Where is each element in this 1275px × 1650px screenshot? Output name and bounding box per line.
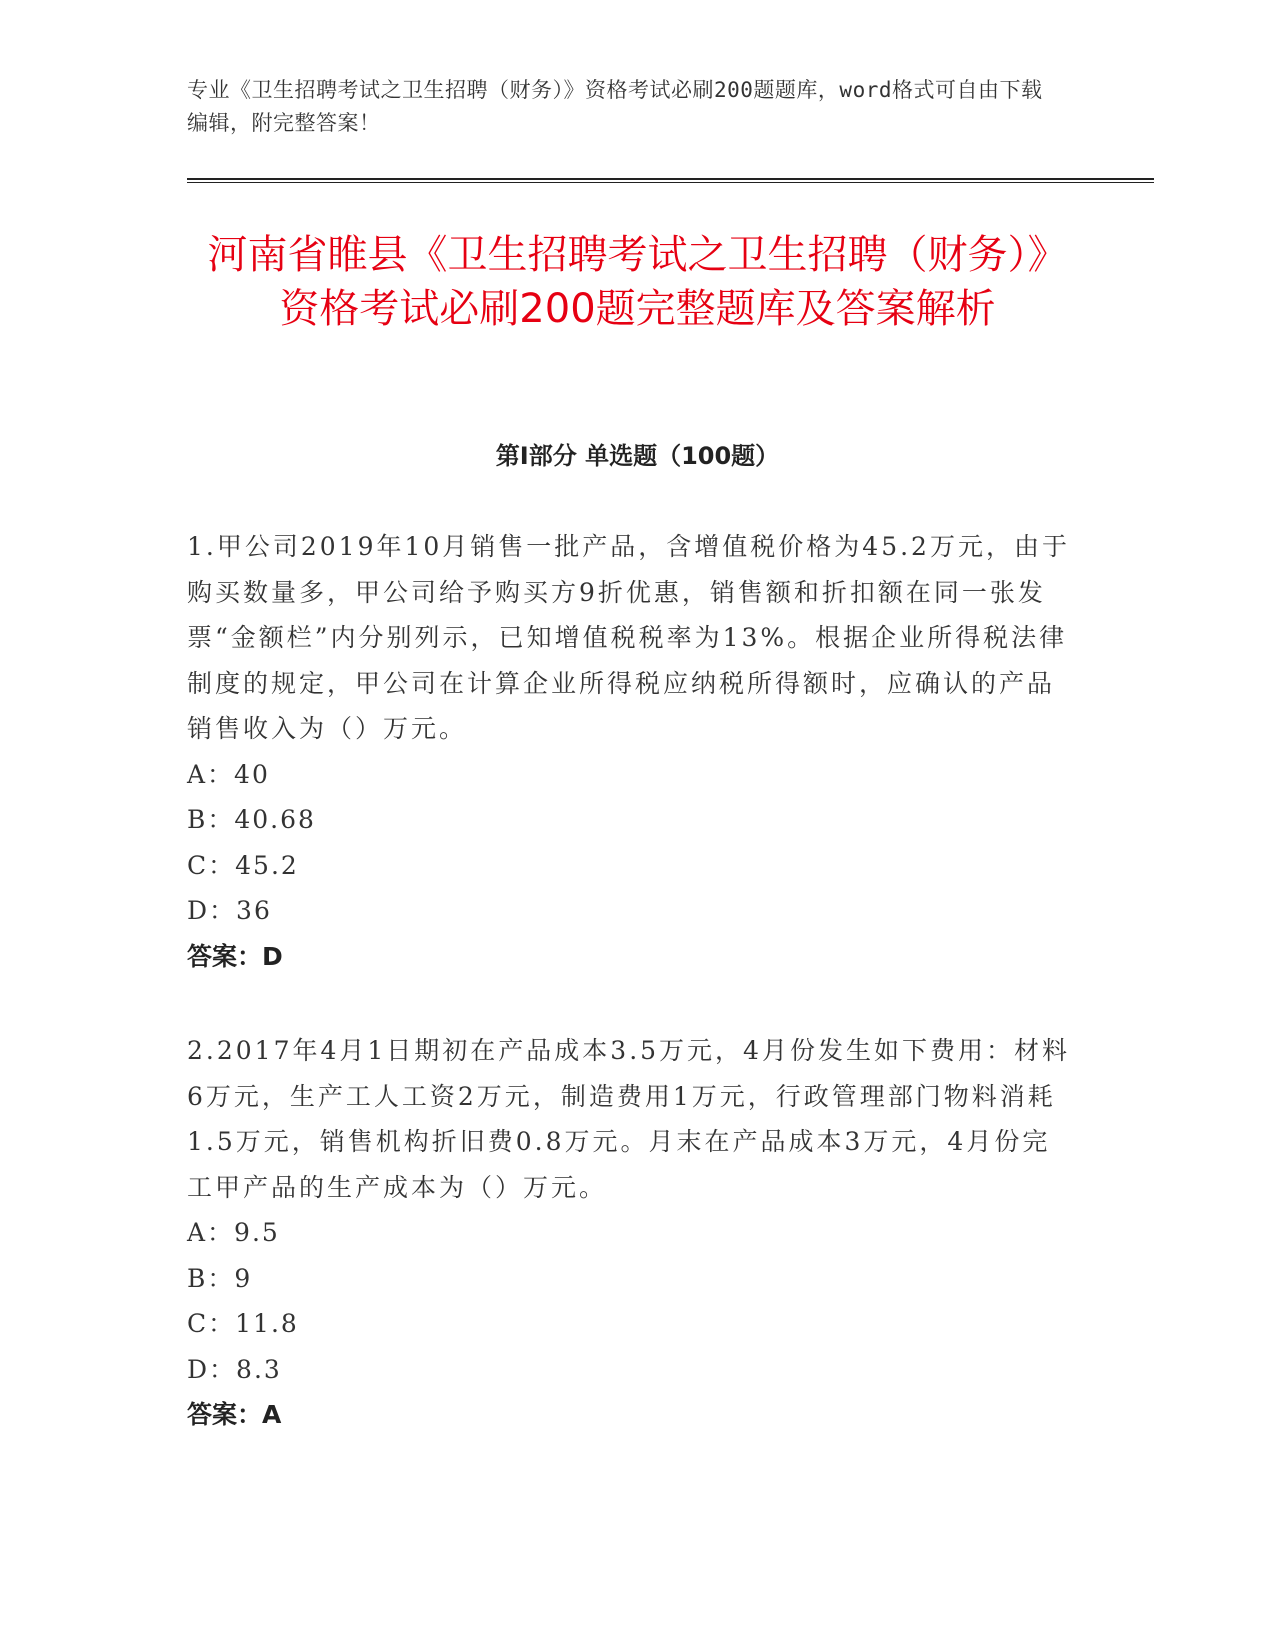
question-1 (187, 524, 1077, 979)
option-a: A：40 (187, 759, 270, 789)
option-a: A：9.5 (187, 1218, 280, 1247)
option-b: B：9 (187, 1263, 253, 1293)
answer-line: 答案：A (187, 1400, 282, 1429)
header-divider (187, 178, 1154, 183)
option-b: B：40.68 (187, 805, 316, 834)
option-d: D：8.3 (187, 1354, 282, 1384)
section-heading: 第Ⅰ部分 单选题（100题） (495, 442, 780, 470)
option-c: C：11.8 (187, 1309, 299, 1338)
option-d: D：36 (187, 896, 272, 925)
question-2 (187, 1028, 1077, 1438)
header-note: 专业《卫生招聘考试之卫生招聘（财务）》资格考试必刷200题题库，word格式可自由下载编辑，附完整答案！ (187, 78, 1043, 135)
question-stem: 2.2017年4月1日期初在产品成本3.5万元，4月份发生如下费用：材料6万元，生产工人工资2万元，制造费用1万元，行政管理部门物料消耗1.5万元，销售机构折旧费0.8万元。月末在产品成本3万元，4月份完工甲产品的生产成本为（）万元。 (187, 1036, 1070, 1202)
option-c: C：45.2 (187, 850, 299, 880)
document-title: 河南省睢县《卫生招聘考试之卫生招聘（财务）》资格考试必刷200题完整题库及答案解析 (207, 232, 1068, 332)
question-stem: 1.甲公司2019年10月销售一批产品，含增值税价格为45.2万元，由于购买数量多，甲公司给予购买方9折优惠，销售额和折扣额在同一张发票“金额栏”内分别列示，已知增值税税率为13%。根据企业所得税法律制度的规定，甲公司在计算企业所得税应纳税所得额时，应确认的产品销售收入为（）万元。 (187, 532, 1070, 743)
answer-line: 答案：D (187, 941, 283, 971)
